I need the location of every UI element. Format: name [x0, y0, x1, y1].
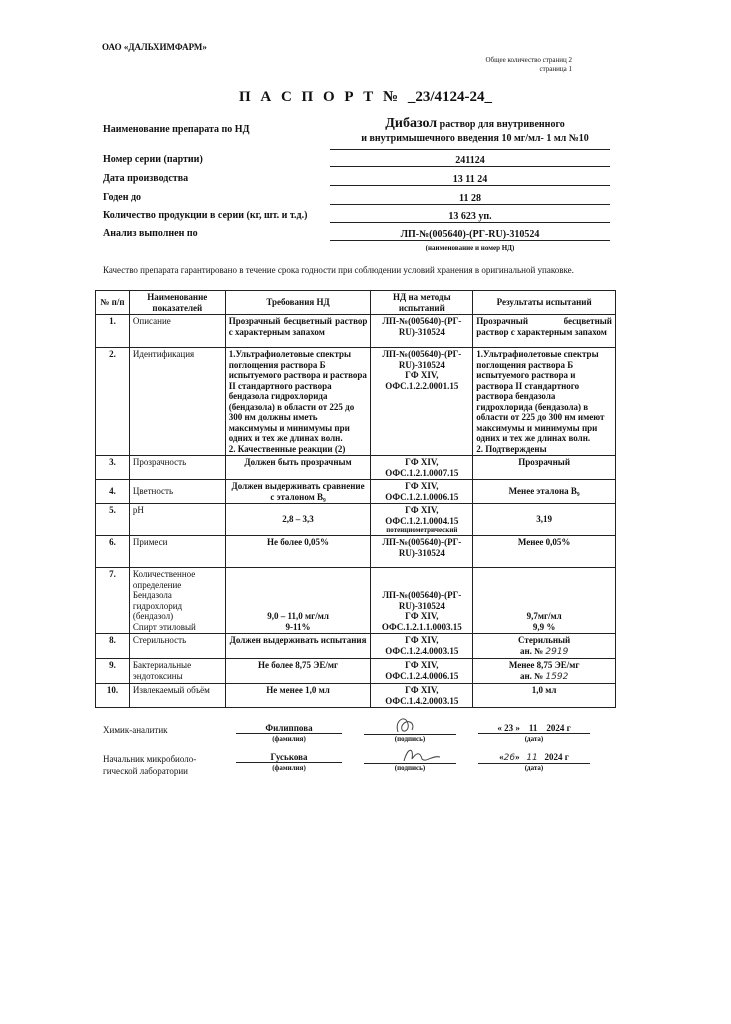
date-year: 2024 г: [544, 752, 569, 762]
analysis-no-label: ан. №: [519, 670, 544, 681]
row-req: Не более 0,05%: [225, 536, 371, 568]
row-name: Извлекаемый объём: [129, 684, 225, 708]
quantity-value: 13 623 уп.: [330, 211, 610, 223]
table-header-row: [96, 291, 616, 315]
row-num: 1.: [96, 315, 130, 348]
company-name: ОАО «ДАЛЬХИМФАРМ»: [102, 42, 207, 52]
row-req: Не менее 1,0 мл: [225, 684, 371, 708]
table-row: [96, 480, 616, 504]
head-date: [478, 752, 590, 764]
chemist-signature: [364, 722, 456, 735]
row-method: [371, 480, 473, 504]
row-name: Цветность: [129, 480, 225, 504]
series-value: 241124: [330, 155, 610, 167]
row-method: [371, 504, 473, 536]
table-row: [96, 536, 616, 568]
row-req: Не более 8,75 ЭЕ/мг: [225, 659, 371, 684]
row-result: 3,19: [473, 504, 616, 536]
header-name: Наименование показателей: [129, 291, 225, 315]
expiry-value: 11 28: [330, 193, 610, 205]
row-num: 6.: [96, 536, 130, 568]
row-name: Идентификация: [129, 348, 225, 456]
row-name: Примеси: [129, 536, 225, 568]
method-line: ОФС.1.2.1.0007.15: [385, 467, 459, 478]
row-num: 4.: [96, 480, 130, 504]
head-surname-note: (фамилия): [272, 764, 306, 772]
drug-desc-1: раствор для внутривенного: [439, 119, 565, 130]
method-line: ГФ XIV,: [405, 481, 439, 491]
table-row: [96, 634, 616, 659]
date-open-quote: «: [499, 752, 504, 762]
drug-desc-2: и внутримышечного введения 10 мг/мл- 1 мл №10: [361, 133, 589, 144]
row-name: Бактериальные эндотоксины: [129, 659, 225, 684]
row-result: [473, 568, 616, 634]
pages-total: Общее количество страниц 2: [485, 56, 572, 64]
row-name: Стерильность: [129, 634, 225, 659]
page-counter: [478, 56, 572, 74]
chemist-name: Филиппова: [236, 723, 342, 734]
row-num: 5.: [96, 504, 130, 536]
row-name: [129, 568, 225, 634]
row-result: [473, 634, 616, 659]
row-method: [371, 456, 473, 480]
method-line: ЛП-№(005640)-(РГ-RU)-310524: [382, 590, 462, 611]
header-num: № п/п: [96, 291, 130, 315]
row-method: [371, 659, 473, 684]
row-result: Прозрачный: [473, 456, 616, 480]
row-method: [371, 684, 473, 708]
chemist-date-note: (дата): [524, 735, 544, 743]
method-line: ОФС.1.2.4.0006.15: [385, 670, 459, 681]
analysis-value: ЛП-№(005640)-(РГ-RU)-310524: [330, 229, 610, 241]
chemist-date: [478, 723, 590, 734]
row-name-extra: Спирт этиловый: [132, 621, 196, 632]
row-num: 8.: [96, 634, 130, 659]
head-role: [103, 753, 196, 777]
signature-mark: [386, 712, 478, 736]
row-result-extra: 2. Подтверждены: [476, 443, 547, 454]
row-req: 2,8 – 3,3: [225, 504, 371, 536]
analysis-label: Анализ выполнен по: [103, 228, 198, 239]
row-result: Менее эталона B₉: [473, 480, 616, 504]
row-req-extra: 2. Качественные реакции (2): [228, 443, 346, 454]
table-row: [96, 504, 616, 536]
passport-number: _23/4124-24_: [407, 89, 493, 105]
drug-title: [340, 117, 610, 146]
req-line: 9-11%: [285, 621, 311, 632]
req-line: 9,0 – 11,0 мг/мл: [267, 611, 329, 621]
method-line: ГФ XIV,: [405, 660, 439, 670]
date-month: 11: [528, 723, 538, 733]
row-method: [371, 634, 473, 659]
row-req-main: 1.Ультрафиолетовые спектры поглощения раствора Б испытуемого раствора и раствора II стандартного раствора бендазола гидрохлорида (бендазола) в области от 225 до 300 нм должны иметь максимумы и минимумы при одних и тех же длинах волн.: [228, 349, 367, 443]
header-req: Требования НД: [225, 291, 371, 315]
header-method: НД на методы испытаний: [371, 291, 473, 315]
method-line: ГФ XIV,: [405, 611, 439, 621]
drug-underline: [330, 149, 610, 150]
table-row: [96, 456, 616, 480]
row-num: 2.: [96, 348, 130, 456]
row-req: [225, 568, 371, 634]
method-line: ОФС.1.2.2.0001.15: [385, 380, 459, 391]
results-table: [95, 290, 616, 708]
handwritten-number: 2919: [545, 646, 569, 657]
method-line: ОФС.1.2.1.1.0003.15: [381, 621, 462, 632]
method-line: ОФС.1.2.1.0004.15: [385, 515, 459, 526]
expiry-label: Годен до: [103, 192, 142, 203]
result-line: Менее 8,75 ЭЕ/мг: [508, 660, 580, 670]
result-line: 9,7мг/мл: [526, 611, 562, 621]
row-req: Должен выдерживать сравнение с эталоном B₉: [225, 480, 371, 504]
head-date-note: (дата): [524, 764, 544, 772]
chemist-role: Химик-аналитик: [103, 725, 168, 735]
analysis-no-label: ан. №: [519, 645, 544, 656]
result-line: 9,9 %: [532, 621, 556, 632]
head-role-line: гической лаборатории: [103, 766, 189, 776]
method-line: ОФС.1.2.4.0003.15: [385, 645, 459, 656]
table-row: [96, 659, 616, 684]
method-line: ОФС.1.2.1.0006.15: [385, 491, 459, 502]
row-name: pH: [129, 504, 225, 536]
method-line: ГФ XIV,: [405, 635, 439, 645]
row-num: 3.: [96, 456, 130, 480]
method-line: ГФ XIV,: [405, 505, 439, 515]
method-line: ГФ XIV,: [405, 685, 439, 695]
row-result-main: 1.Ультрафиолетовые спектры поглощения раствора Б испытуемого раствора и раствора II стандартного раствора бендазола гидрохлорида (бендазола) в области от 225 до 300 нм имеют максимумы и минимумы при одних и тех же длинах волн.: [476, 349, 605, 443]
chemist-surname-note: (фамилия): [272, 735, 306, 743]
prod-date-value: 13 11 24: [330, 174, 610, 186]
head-signature: [364, 751, 456, 764]
row-name: Описание: [129, 315, 225, 348]
table-row: [96, 684, 616, 708]
row-num: 10.: [96, 684, 130, 708]
result-line: Стерильный: [518, 635, 571, 645]
row-method: ЛП-№(005640)-(РГ-RU)-310524: [371, 536, 473, 568]
row-name-main: Количественное определение Бендазола гидрохлорид (бендазол): [132, 569, 196, 621]
row-num: 7.: [96, 568, 130, 634]
prod-date-label: Дата производства: [103, 173, 189, 184]
row-result: 1,0 мл: [473, 684, 616, 708]
date-year: 2024 г: [546, 723, 571, 733]
row-method: [371, 568, 473, 634]
method-line: ОФС.1.4.2.0003.15: [385, 695, 459, 706]
date-month-handwritten: 11: [526, 753, 538, 763]
table-row: [96, 348, 616, 456]
header-result: Результаты испытаний: [473, 291, 616, 315]
series-label: Номер серии (партии): [103, 154, 203, 165]
method-line: ГФ XIV,: [405, 457, 439, 467]
row-method: ЛП-№(005640)-(РГ-RU)-310524: [371, 315, 473, 348]
handwritten-number: 1592: [545, 671, 569, 682]
table-row: [96, 315, 616, 348]
row-req: Должен быть прозрачным: [225, 456, 371, 480]
drug-name: Дибазол: [385, 116, 438, 131]
head-name: Гуськова: [236, 752, 342, 763]
row-req: Прозрачный бесцветный раствор с характерным запахом: [225, 315, 371, 348]
head-signature-note: (подпись): [394, 764, 426, 772]
row-result: Менее 0,05%: [473, 536, 616, 568]
date-day: « 23 »: [497, 723, 520, 733]
quantity-label: Количество продукции в серии (кг, шт. и т.д.): [103, 210, 308, 221]
title-prefix: П А С П О Р Т №: [238, 89, 402, 105]
chemist-signature-note: (подпись): [394, 735, 426, 743]
page-title: [0, 89, 731, 106]
row-result: [473, 659, 616, 684]
method-line: потенциометрический: [386, 526, 458, 534]
row-method: [371, 348, 473, 456]
method-line: ГФ XIV,: [405, 370, 439, 380]
row-name: Прозрачность: [129, 456, 225, 480]
page-current: страница 1: [539, 65, 572, 73]
row-num: 9.: [96, 659, 130, 684]
row-req: Должен выдерживать испытания: [225, 634, 371, 659]
row-req: [225, 348, 371, 456]
method-line: ЛП-№(005640)-(РГ-RU)-310524: [382, 349, 462, 370]
date-close-quote: »: [515, 752, 520, 762]
row-result: Прозрачный бесцветный раствор с характерным запахом: [473, 315, 616, 348]
date-day-handwritten: 26: [503, 753, 516, 763]
analysis-note: (наименование и номер НД): [425, 244, 515, 252]
quality-statement: Качество препарата гарантировано в течение срока годности при соблюдении условий хранения в оригинальной упаковке.: [103, 265, 574, 275]
table-row: [96, 568, 616, 634]
head-role-line: Начальник микробиоло-: [103, 754, 197, 764]
row-result: [473, 348, 616, 456]
drug-label: Наименование препарата по НД: [103, 124, 250, 135]
